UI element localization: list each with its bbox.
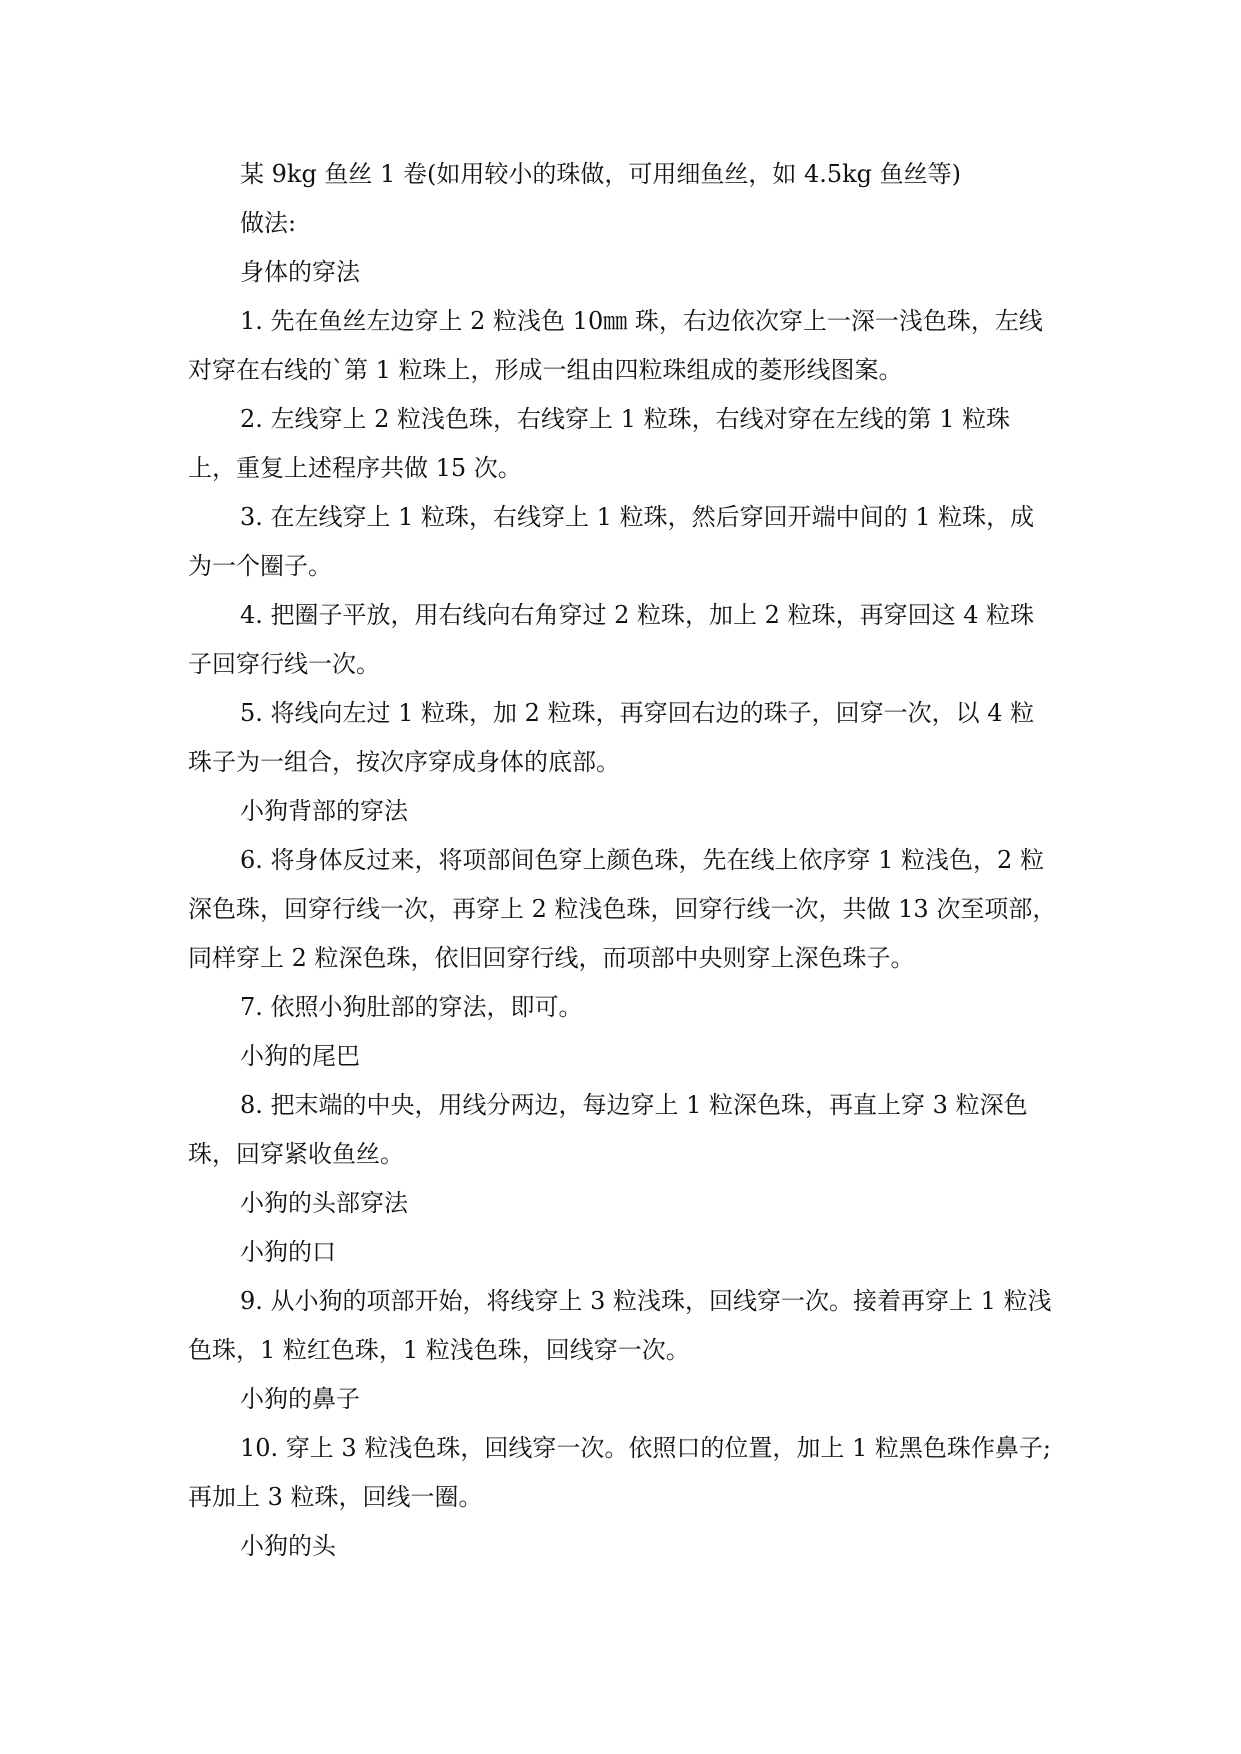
step-3: 3. 在左线穿上 1 粒珠，右线穿上 1 粒珠，然后穿回开端中间的 1 粒珠，成为一个圈子。 bbox=[188, 503, 1035, 580]
step-1: 1. 先在鱼丝左边穿上 2 粒浅色 10㎜ 珠，右边依次穿上一深一浅色珠，左线对穿在右线的`第 1 粒珠上，形成一组由四粒珠组成的菱形线图案。 bbox=[188, 307, 1043, 384]
subheading-mouth: 小狗的口 bbox=[240, 1238, 336, 1266]
section-heading-head: 小狗的头部穿法 bbox=[240, 1189, 408, 1217]
step-7: 7. 依照小狗肚部的穿法，即可。 bbox=[240, 993, 583, 1021]
section-heading-tail: 小狗的尾巴 bbox=[240, 1042, 360, 1070]
step-9: 9. 从小狗的项部开始，将线穿上 3 粒浅珠，回线穿一次。接着再穿上 1 粒浅色珠，1 粒红色珠，1 粒浅色珠，回线穿一次。 bbox=[188, 1287, 1052, 1364]
step-2: 2. 左线穿上 2 粒浅色珠，右线穿上 1 粒珠，右线对穿在左线的第 1 粒珠上，重复上述程序共做 15 次。 bbox=[188, 405, 1011, 482]
subheading-nose: 小狗的鼻子 bbox=[240, 1385, 360, 1413]
step-5: 5. 将线向左过 1 粒珠，加 2 粒珠，再穿回右边的珠子，回穿一次，以 4 粒珠子为一组合，按次序穿成身体的底部。 bbox=[188, 699, 1035, 776]
materials-line: 某 9kg 鱼丝 1 卷(如用较小的珠做，可用细鱼丝，如 4.5kg 鱼丝等) bbox=[240, 160, 962, 188]
step-6: 6. 将身体反过来，将项部间色穿上颜色珠，先在线上依序穿 1 粒浅色，2 粒深色珠，回穿行线一次，再穿上 2 粒浅色珠，回穿行线一次，共做 13 次至项部，同样穿上 2 粒深色珠，依旧回穿行线，而项部中央则穿上深色珠子。 bbox=[188, 846, 1057, 972]
step-8: 8. 把末端的中央，用线分两边，每边穿上 1 粒深色珠，再直上穿 3 粒深色珠，回穿紧收鱼丝。 bbox=[188, 1091, 1028, 1168]
section-heading-back: 小狗背部的穿法 bbox=[240, 797, 408, 825]
step-4: 4. 把圈子平放，用右线向右角穿过 2 粒珠，加上 2 粒珠，再穿回这 4 粒珠子回穿行线一次。 bbox=[188, 601, 1035, 678]
document-body bbox=[188, 150, 1058, 1571]
section-heading-body: 身体的穿法 bbox=[240, 258, 360, 286]
subheading-head: 小狗的头 bbox=[240, 1532, 336, 1560]
step-10: 10. 穿上 3 粒浅色珠，回线穿一次。依照口的位置，加上 1 粒黑色珠作鼻子;再加上 3 粒珠，回线一圈。 bbox=[188, 1434, 1051, 1511]
method-heading: 做法: bbox=[240, 209, 297, 237]
